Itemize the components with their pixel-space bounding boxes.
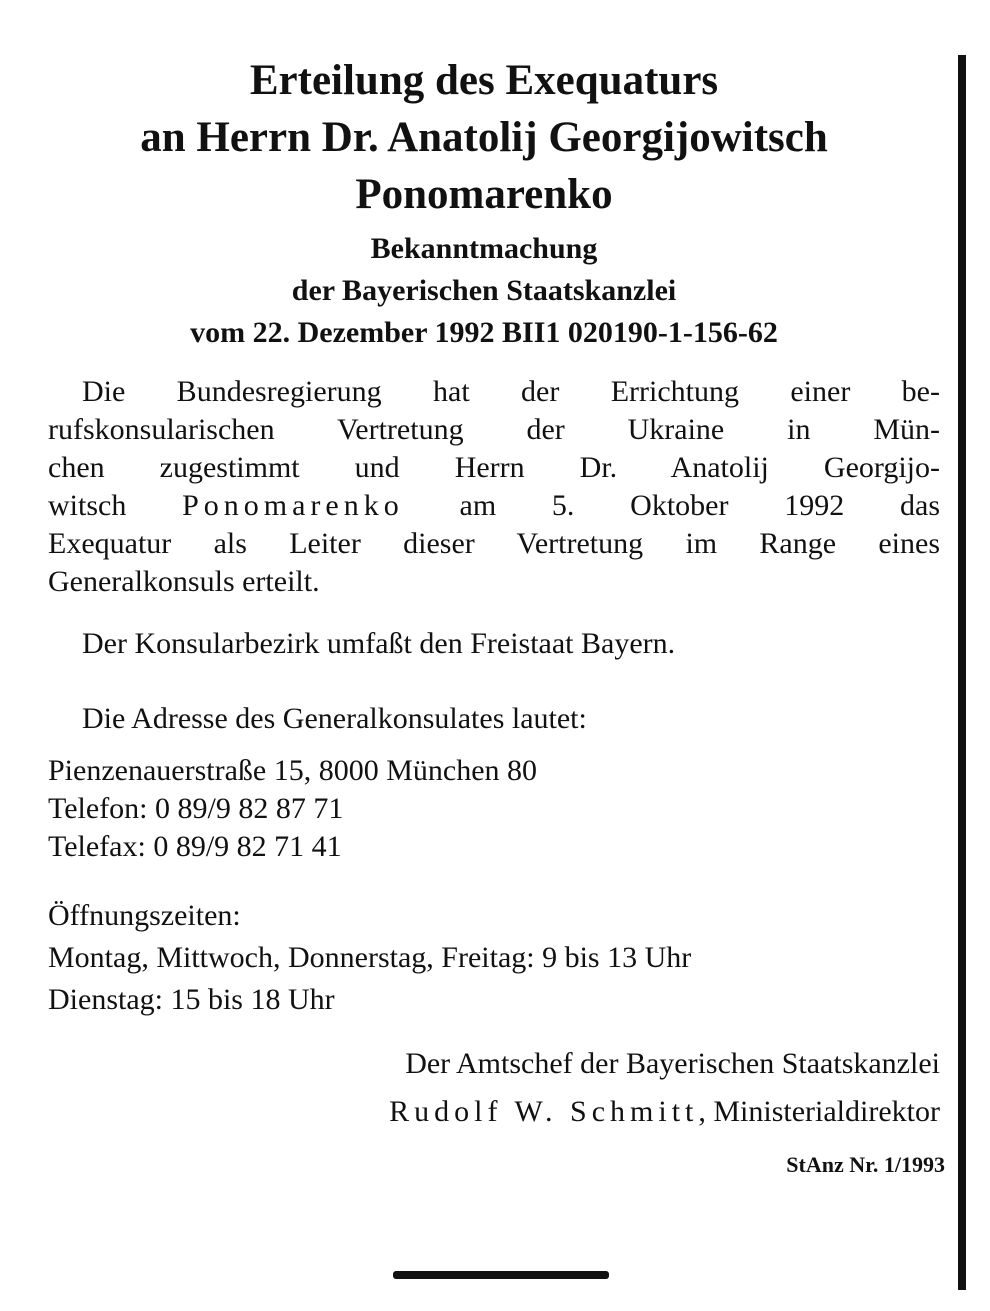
title-line-3: Ponomarenko — [355, 171, 613, 218]
paragraph-appointment — [48, 373, 940, 601]
paragraph-consular-district: Der Konsularbezirk umfaßt den Freistaat Bayern. — [82, 627, 676, 660]
paragraph-text: witsch — [48, 489, 127, 522]
title-line-2: an Herrn Dr. Anatolij Georgijowitsch — [140, 114, 828, 161]
paragraph-line: Die Bundesregierung hat der Errichtung einer be- — [82, 375, 940, 408]
hours-heading: Öffnungszeiten: — [48, 899, 241, 932]
address-street: Pienzenauerstraße 15, 8000 München 80 — [48, 754, 538, 787]
hours-weekdays: Montag, Mittwoch, Donnerstag, Freitag: 9 bis 13 Uhr — [48, 941, 692, 974]
subheading-line-3: vom 22. Dezember 1992 BII1 020190-1-156-62 — [190, 316, 778, 349]
signature-name-line — [200, 1088, 940, 1136]
signature-block — [200, 1040, 940, 1136]
address-fax: Telefax: 0 89/9 82 71 41 — [48, 830, 342, 863]
consulate-address — [48, 752, 940, 866]
opening-hours — [48, 895, 940, 1021]
paragraph-line: Exequatur als Leiter dieser Vertretung im Range eines — [48, 527, 940, 560]
signatory-title: , Ministerialdirektor — [698, 1095, 940, 1128]
paragraph-line: rufskonsularischen Vertretung der Ukraine in Mün- — [48, 413, 940, 446]
bottom-separator-rule — [393, 1271, 609, 1279]
subheading-line-1: Bekanntmachung — [370, 232, 598, 265]
paragraph-line-name — [48, 487, 940, 525]
paragraph-text: am 5. Oktober 1992 das — [459, 489, 940, 522]
paragraph-line: chen zugestimmt und Herrn Dr. Anatolij Georgijo- — [48, 451, 940, 484]
signature-office: Der Amtschef der Bayerischen Staatskanzlei — [405, 1047, 940, 1080]
subheading-line-2: der Bayerischen Staatskanzlei — [291, 274, 677, 307]
announcement-subheading — [30, 228, 938, 354]
address-phone: Telefon: 0 89/9 82 87 71 — [48, 792, 344, 825]
title-line-1: Erteilung des Exequaturs — [249, 57, 719, 104]
document-title — [30, 52, 938, 223]
person-name-spaced: Ponomarenko — [182, 489, 404, 522]
publication-reference: StAnz Nr. 1/1993 — [786, 1152, 945, 1177]
hours-tuesday: Dienstag: 15 bis 18 Uhr — [48, 983, 335, 1016]
signatory-name: Rudolf W. Schmitt — [389, 1095, 699, 1128]
paragraph-line: Generalkonsuls erteilt. — [48, 565, 320, 598]
right-column-rule — [958, 55, 966, 1290]
paragraph-address-intro: Die Adresse des Generalkonsulates lautet: — [82, 702, 587, 735]
